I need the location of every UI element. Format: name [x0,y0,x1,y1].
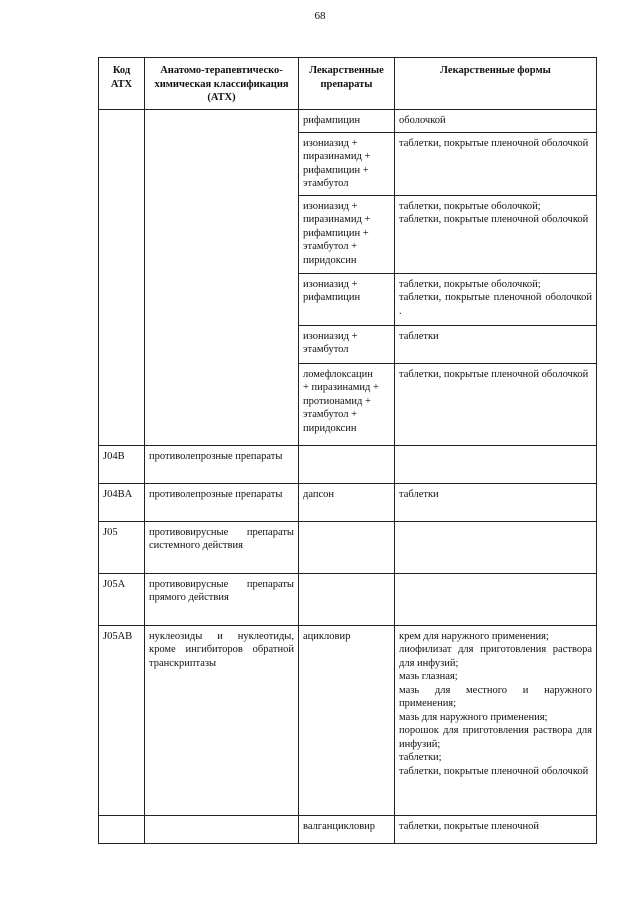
drug-cell: рифампицин [299,110,395,133]
atc-cell: нуклеозиды и нуклеотиды, кроме ингибиторов обратной транскриптазы [145,625,299,815]
code-cell: J04BA [99,483,145,521]
table-row [99,483,597,521]
form-item: лиофилизат для приготовления раствора для инфузий; [399,644,592,669]
header-code: Код АТХ [99,58,145,110]
table-row [99,573,597,625]
drug-cell: валганцикловир [299,815,395,843]
forms-cell [395,110,597,133]
header-atc: Анатомо-терапевтическо-химическая классификация (АТХ) [145,58,299,110]
code-cell: J05A [99,573,145,625]
drug-cell [299,521,395,573]
drug-cell [299,445,395,483]
form-item: таблетки, покрытые пленочной оболочкой [399,214,589,225]
forms-cell [395,363,597,445]
table-row [99,815,597,843]
forms-cell [395,573,597,625]
form-item: таблетки; [399,752,442,763]
drug-cell: изониазид + пиразинамид + рифампицин + этамбутол [299,132,395,195]
code-cell [99,110,145,446]
code-cell [99,815,145,843]
header-forms: Лекарственные формы [395,58,597,110]
page-number: 68 [314,10,326,22]
atc-drug-table [98,57,597,844]
form-item: таблетки, покрытые пленочной оболочкой [399,765,589,777]
table-row [99,521,597,573]
forms-cell [395,521,597,573]
table-row [99,110,597,133]
header-drugs: Лекарственные препараты [299,58,395,110]
drug-cell: изониазид + этамбутол [299,325,395,363]
form-item: таблетки, покрытые пленочной оболочкой [399,137,589,149]
forms-cell [395,132,597,195]
forms-cell [395,445,597,483]
form-item: таблетки, покрытые оболочкой; [399,200,541,212]
drug-cell: изониазид + пиразинамид + рифампицин + этамбутол + пиридоксин [299,195,395,273]
atc-cell: противовирусные препараты системного действия [145,521,299,573]
code-cell: J05 [99,521,145,573]
drug-cell: изониазид + рифампицин [299,273,395,325]
atc-cell [145,110,299,446]
form-item: таблетки, покрытые пленочной оболочкой [399,368,589,380]
atc-cell: противолепрозные препараты [145,445,299,483]
forms-cell [395,625,597,815]
table-header-row [99,58,597,110]
code-cell: J04B [99,445,145,483]
form-item: таблетки, покрытые пленочной [399,820,540,832]
form-item: мазь глазная; [399,671,458,682]
table-row [99,445,597,483]
drug-cell [299,573,395,625]
form-item: таблетки, покрытые оболочкой; [399,278,541,290]
table-row [99,625,597,815]
form-item: таблетки [399,330,439,342]
drug-cell: ломефлоксацин + пиразинамид + протионамид + этамбутол + пиридоксин [299,363,395,445]
drug-cell: дапсон [299,483,395,521]
form-item: порошок для приготовления раствора для инфузий; [399,725,592,750]
form-item: таблетки, покрытые пленочной оболочкой . [399,292,592,317]
forms-cell [395,273,597,325]
atc-cell [145,815,299,843]
drug-cell: ацикловир [299,625,395,815]
atc-cell: противовирусные препараты прямого действия [145,573,299,625]
forms-cell [395,483,597,521]
form-item: мазь для местного и наружного применения; [399,684,592,709]
form-item: таблетки [399,488,439,500]
code-cell: J05AB [99,625,145,815]
forms-cell [395,815,597,843]
form-item: мазь для наружного применения; [399,711,548,723]
forms-cell [395,325,597,363]
form-item: крем для наружного применения; [399,630,549,642]
atc-cell: противолепрозные препараты [145,483,299,521]
form-item: оболочкой [399,115,446,126]
forms-cell [395,195,597,273]
